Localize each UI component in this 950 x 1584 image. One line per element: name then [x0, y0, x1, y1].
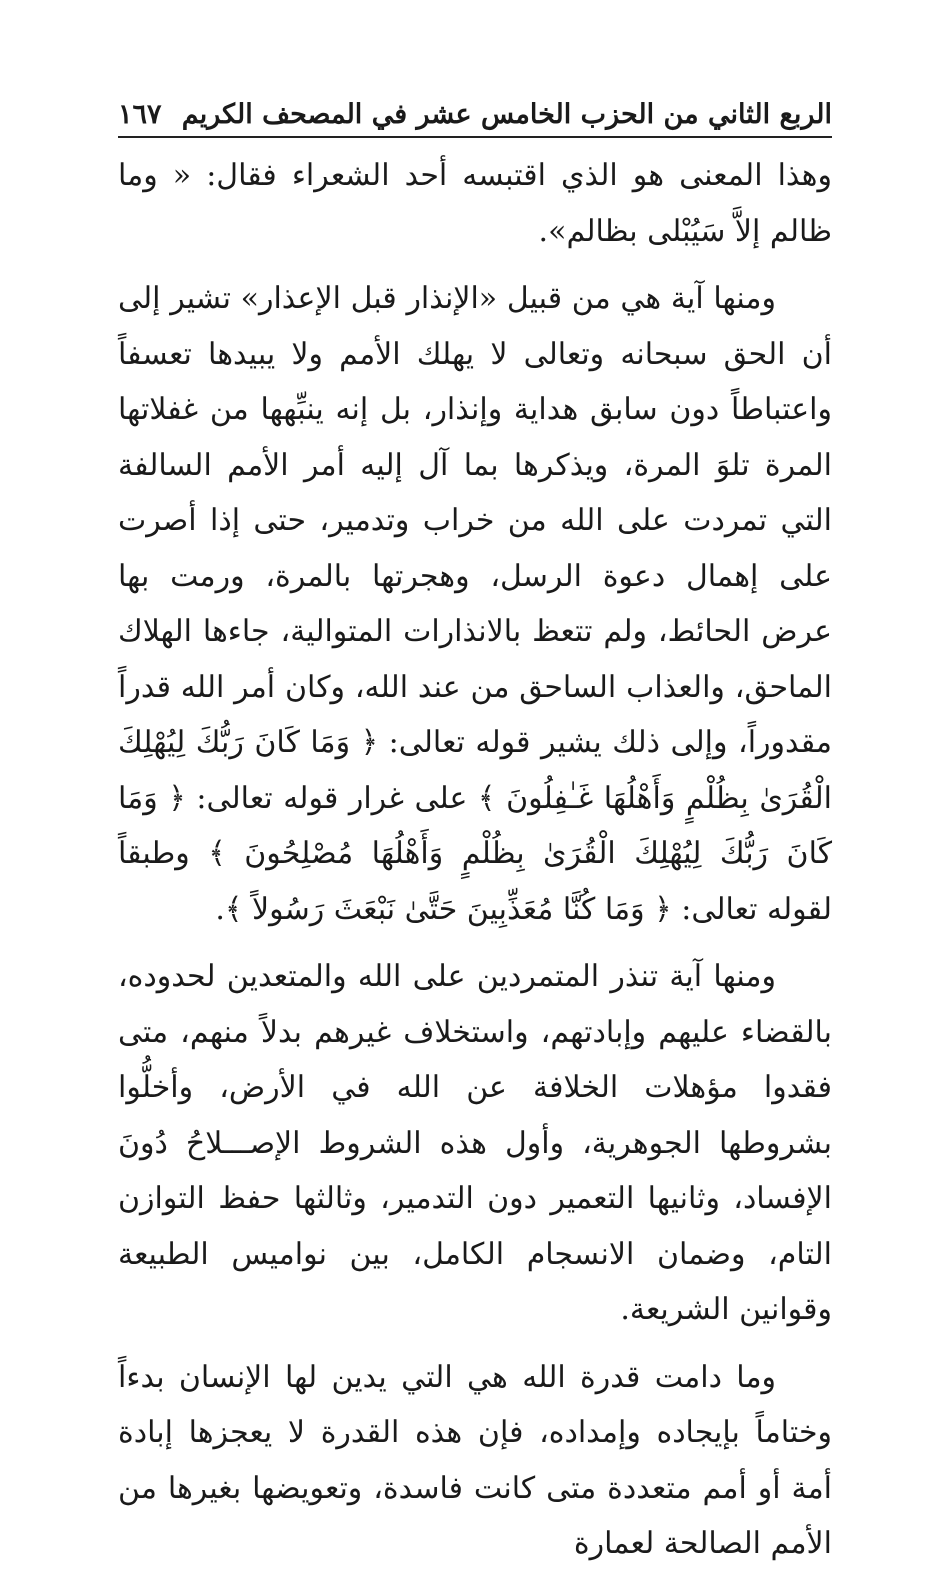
paragraph-caliphate-conditions: ومنها آية تنذر المتمردين على الله والمتعدين لحدوده، بالقضاء عليهم وإبادتهم، واستخلاف غيرهم بدلاً منهم، متى فقدوا مؤهلات الخلافة عن الله في الأرض، وأخلُّوا بشروطها الجوهرية، وأول هذه الشروط الإصـــلاحُ دُونَ الإفساد، وثانيها التعمير دون التدمير، وثالثها حفظ التوازن التام، وضمان الانسجام الكامل، بين نواميس الطبيعة وقوانين الشريعة. — [118, 959, 832, 1327]
body-text — [118, 148, 832, 1584]
paragraph-divine-power: وما دامت قدرة الله هي التي يدين لها الإنسان بدءاً وختاماً بإيجاده وإمداده، فإن هذه القدرة لا يعجزها إبادة أمة أو أمم متعددة متى كانت فاسدة، وتعويضها بغيرها من الأمم الصالحة لعمارة — [118, 1359, 832, 1561]
paragraph-poet-quote: وهذا المعنى هو الذي اقتبسه أحد الشعراء فقال: « وما ظالم إلاَّ سَيُبْلى بظالم». — [118, 158, 832, 249]
paragraph-warning-verse: ومنها آية هي من قبيل «الإنذار قبل الإعذار» تشير إلى أن الحق سبحانه وتعالى لا يهلك الأمم ولا يبيدها تعسفاً واعتباطاً دون سابق هداية وإنذار، بل إنه ينبِّهها من غفلاتها المرة تلوَ المرة، ويذكرها بما آل إليه أمر الأمم السالفة التي تمردت على الله من خراب وتدمير، حتى إذا أصرت على إهمال دعوة الرسل، وهجرتها بالمرة، ورمت بها عرض الحائط، ولم تتعظ بالانذارات المتوالية، جاءها الهلاك الماحق، والعذاب الساحق من عند الله، وكان أمر الله قدراً مقدوراً، وإلى ذلك يشير قوله تعالى: ﴿ وَمَا كَانَ رَبُّكَ لِيُهْلِكَ الْقُرَىٰ بِظُلْمٍ وَأَهْلُهَا غَـٰفِلُونَ ﴾ على غرار قوله تعالى: ﴿ وَمَا كَانَ رَبُّكَ لِيُهْلِكَ الْقُرَىٰ بِظُلْمٍ وَأَهْلُهَا مُصْلِحُونَ ﴾ وطبقاً لقوله تعالى: ﴿ وَمَا كُنَّا مُعَذِّبِينَ حَتَّىٰ نَبْعَثَ رَسُولاً ﴾. — [118, 281, 832, 927]
running-header — [118, 84, 832, 138]
page-number: ١٦٧ — [118, 99, 162, 130]
header-title: الربع الثاني من الحزب الخامس عشر في المصحف الكريم — [181, 99, 832, 130]
